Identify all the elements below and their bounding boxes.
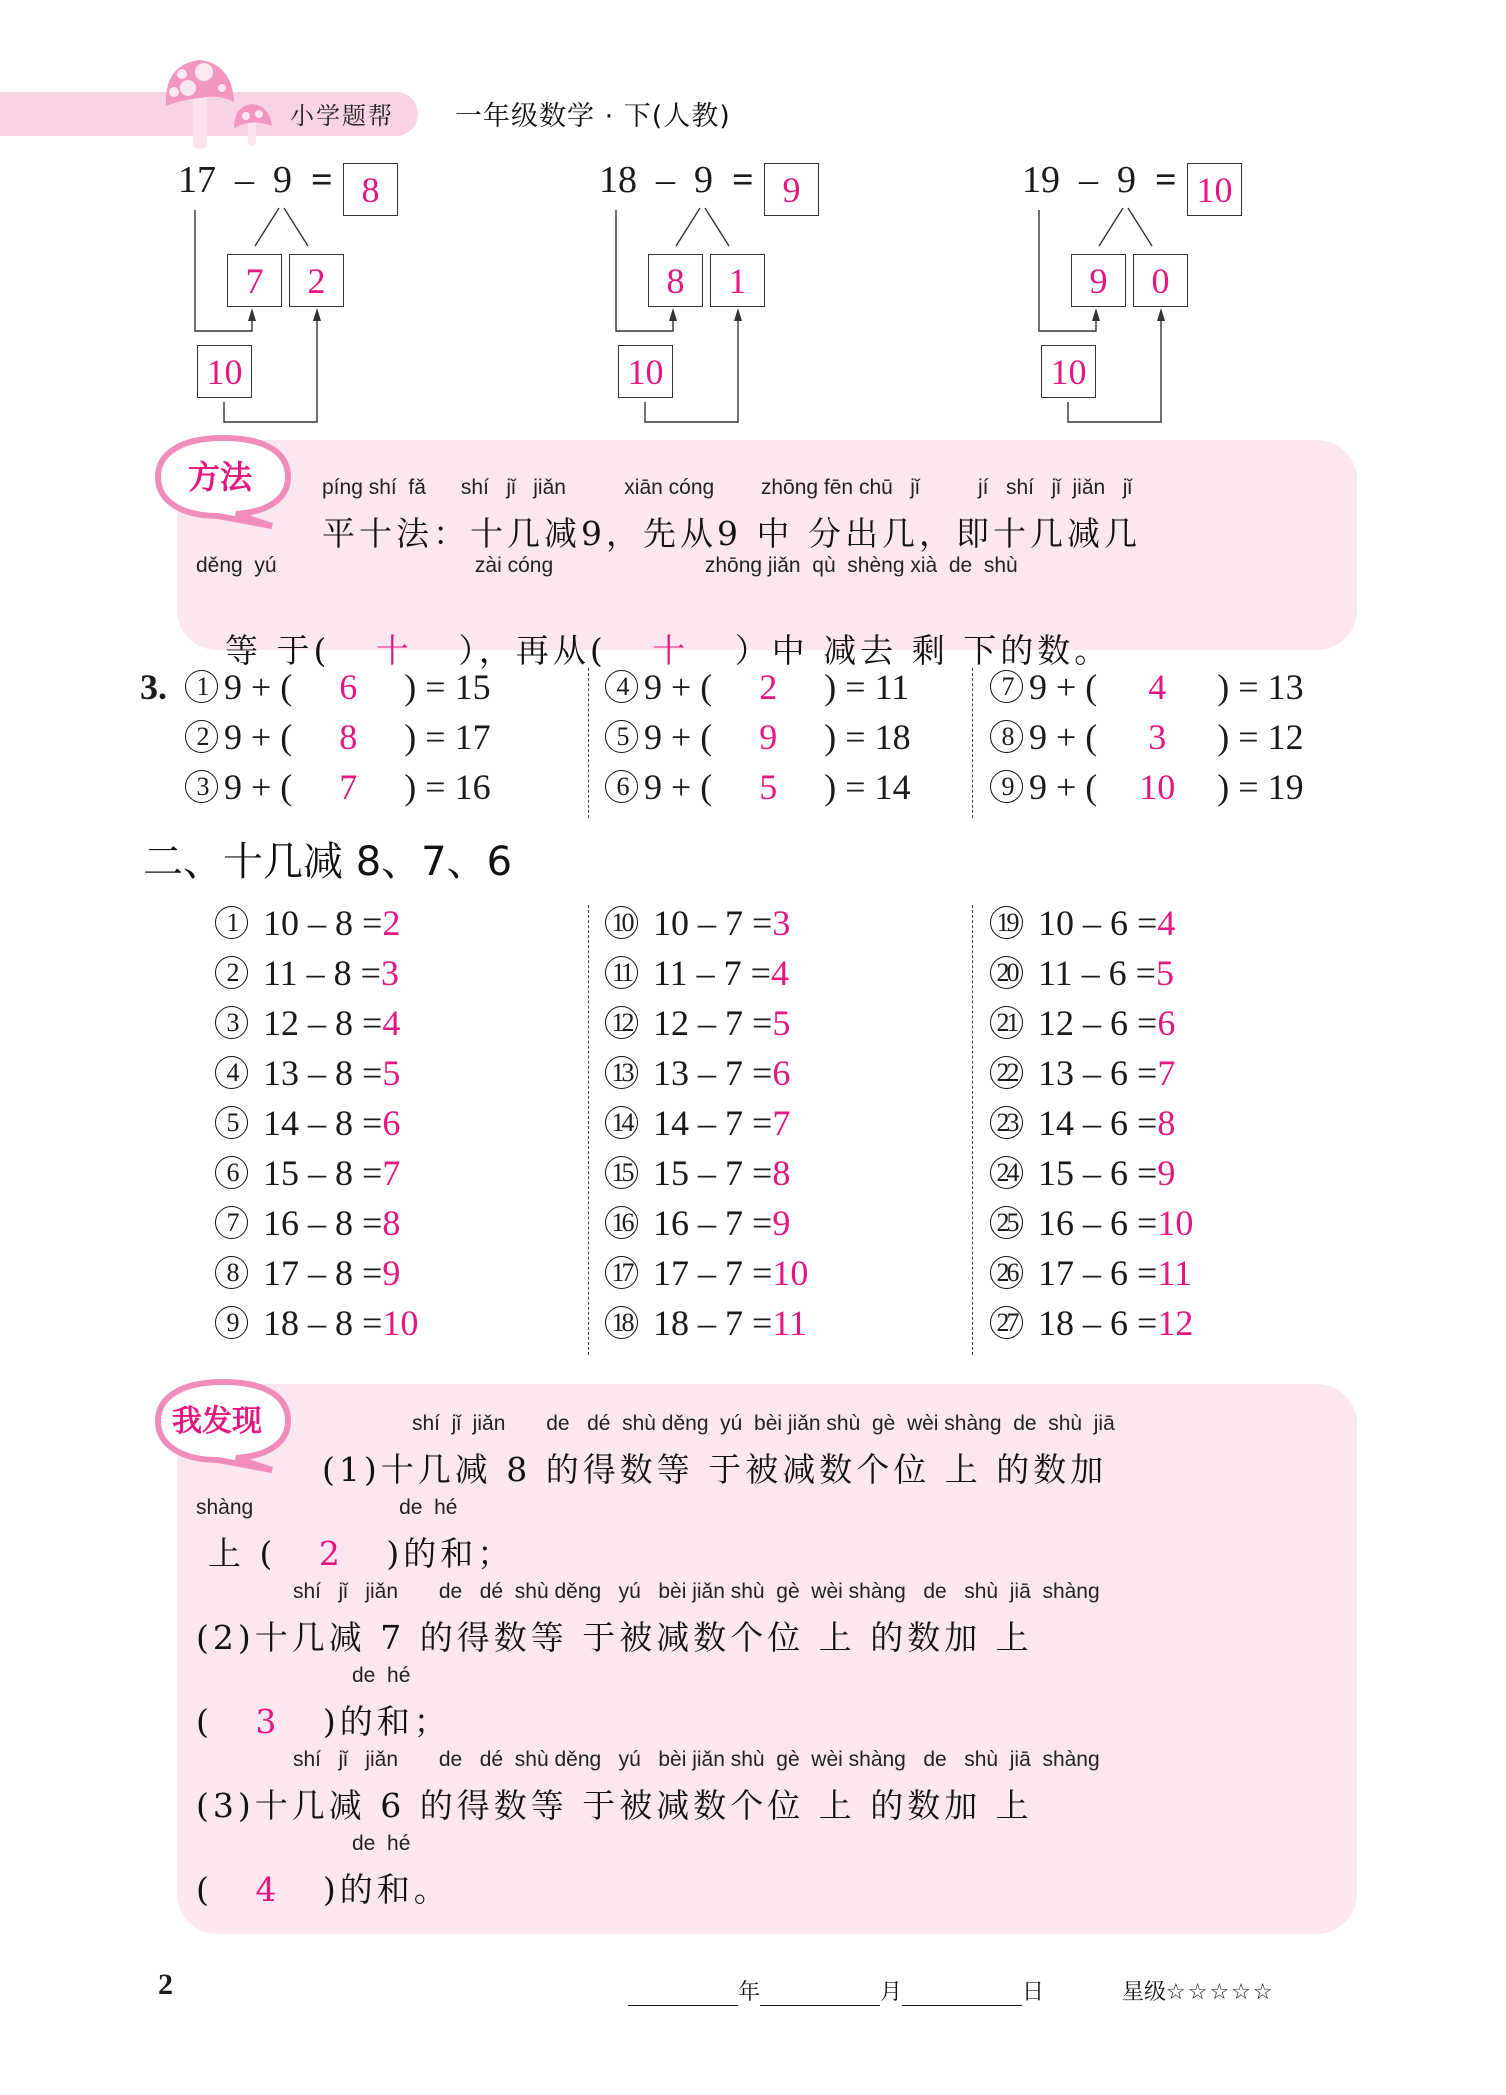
- divider: [588, 905, 589, 1355]
- discovery-pinyin-2: shí jǐ jiǎn de dé shù děng yú bèi jiǎn shù gè wèi shàng de shù jiā shàng: [293, 1580, 1100, 1603]
- item-number: 14: [605, 1106, 638, 1139]
- item-number: 5: [215, 1106, 248, 1139]
- method-answer-1: 十: [375, 631, 413, 670]
- answer[interactable]: 3: [772, 903, 791, 943]
- subtraction-item: 6 15 – 8 =7: [215, 1152, 400, 1194]
- divider: [972, 668, 973, 818]
- discovery-badge: 我发现: [172, 1404, 262, 1439]
- item-number: 18: [605, 1306, 638, 1339]
- answer[interactable]: 5: [772, 1003, 791, 1043]
- answer[interactable]: 6: [772, 1053, 791, 1093]
- star-icons[interactable]: ☆☆☆☆☆: [1166, 1980, 1275, 2005]
- item-number: 4: [605, 670, 638, 703]
- answer[interactable]: 9: [772, 1203, 791, 1243]
- discovery-answer-3: 4: [255, 1870, 281, 1909]
- subtraction-item: 24 15 – 6 =9: [990, 1152, 1175, 1194]
- subtraction-item: 17 17 – 7 =10: [605, 1252, 808, 1294]
- subtraction-item: 11 11 – 7 =4: [605, 952, 789, 994]
- item-number: 3: [185, 770, 218, 803]
- item-number: 1: [185, 670, 218, 703]
- item-number: 15: [605, 1156, 638, 1189]
- blank-answer[interactable]: 3: [1148, 717, 1167, 757]
- month-blank[interactable]: [760, 1983, 880, 2006]
- item-number: 5: [605, 720, 638, 753]
- item-number: 9: [215, 1306, 248, 1339]
- answer[interactable]: 4: [382, 1003, 401, 1043]
- subtraction-item: 19 10 – 6 =4: [990, 902, 1175, 944]
- subtraction-item: 1 10 – 8 =2: [215, 902, 400, 944]
- divider: [588, 668, 589, 818]
- discovery-text-3b: ( 4 )的和。: [196, 1870, 451, 1909]
- item-number: 4: [215, 1056, 248, 1089]
- blank-answer[interactable]: 5: [759, 767, 778, 807]
- answer[interactable]: 7: [772, 1103, 791, 1143]
- discovery-answer-2: 3: [255, 1702, 281, 1741]
- mushroom-logo-icon: [160, 56, 290, 151]
- subtraction-item: 4 13 – 8 =5: [215, 1052, 400, 1094]
- item-number: 27: [990, 1306, 1023, 1339]
- item-number: 12: [605, 1006, 638, 1039]
- fill-blank-item: 7 9 + ( 4 ) = 13: [990, 666, 1304, 708]
- answer[interactable]: 4: [770, 953, 789, 993]
- day-blank[interactable]: [902, 1983, 1022, 2006]
- star-rating: [1122, 1975, 1275, 2006]
- method-pinyin-2: děng yú zài cóng zhōng jiǎn qù shèng xià de shù: [196, 554, 1018, 577]
- item-number: 23: [990, 1106, 1023, 1139]
- month-label: 月: [880, 1980, 903, 2005]
- fill-blank-item: 8 9 + ( 3 ) = 12: [990, 716, 1304, 758]
- blank-answer[interactable]: 7: [339, 767, 358, 807]
- answer[interactable]: 5: [1155, 953, 1174, 993]
- split-box-right: 0: [1133, 254, 1188, 307]
- fill-blank-item: 6 9 + ( 5 ) = 14: [605, 766, 911, 808]
- subtraction-item: 10 10 – 7 =3: [605, 902, 790, 944]
- discovery-text-1b: 上 ( 2 )的和；: [208, 1534, 515, 1573]
- decomposition-diagram: [1004, 150, 1304, 440]
- section3-label: 3.: [140, 667, 167, 707]
- fill-blank-item: 4 9 + ( 2 ) = 11: [605, 666, 909, 708]
- item-number: 24: [990, 1156, 1023, 1189]
- discovery-answer-1: 2: [318, 1534, 344, 1573]
- subtraction-item: 27 18 – 6 =12: [990, 1302, 1193, 1344]
- split-box-left: 7: [227, 254, 282, 307]
- item-number: 11: [605, 956, 638, 989]
- subtraction-item: 14 14 – 7 =7: [605, 1102, 790, 1144]
- answer[interactable]: 7: [382, 1153, 401, 1193]
- equation: 19 – 9 =: [1022, 159, 1177, 201]
- method-badge: 方法: [188, 458, 253, 496]
- method-pinyin-1: píng shí fǎ shí jǐ jiǎn xiān cóng zhōng fēn chū jǐ jí shí jǐ jiǎn jǐ: [322, 476, 1133, 499]
- discovery-text-2: (2)十几减 7 的得数等 于被减数个位 上 的数加 上: [196, 1618, 1033, 1657]
- item-number: 10: [605, 906, 638, 939]
- blank-answer[interactable]: 2: [759, 667, 778, 707]
- discovery-pinyin-2b: de hé: [352, 1664, 411, 1687]
- discovery-pinyin-3b: de hé: [352, 1832, 411, 1855]
- year-label: 年: [738, 1980, 761, 2005]
- answer[interactable]: 6: [1157, 1003, 1176, 1043]
- fill-blank-item: 3 9 + ( 7 ) = 16: [185, 766, 491, 808]
- subtraction-item: 21 12 – 6 =6: [990, 1002, 1175, 1044]
- page-number: 2: [158, 1968, 173, 2001]
- discovery-text-2b: ( 3 )的和；: [196, 1702, 451, 1741]
- discovery-text-1: (1)十几减 8 的得数等 于被减数个位 上 的数加: [322, 1450, 1108, 1489]
- split-box-right: 2: [289, 254, 344, 307]
- split-box-left: 8: [648, 254, 703, 307]
- answer-box: 8: [343, 163, 398, 216]
- answer[interactable]: 4: [1157, 903, 1176, 943]
- item-number: 8: [990, 720, 1023, 753]
- answer[interactable]: 11: [772, 1303, 807, 1343]
- subtraction-item: 25 16 – 6 =10: [990, 1202, 1193, 1244]
- answer[interactable]: 7: [1157, 1053, 1176, 1093]
- blank-answer[interactable]: 4: [1148, 667, 1167, 707]
- day-label: 日: [1022, 1980, 1045, 2005]
- item-number: 17: [605, 1256, 638, 1289]
- fill-blank-item: 9 9 + ( 10 ) = 19: [990, 766, 1304, 808]
- answer-box: 10: [1187, 163, 1242, 216]
- item-number: 22: [990, 1056, 1023, 1089]
- answer[interactable]: 10: [382, 1303, 419, 1343]
- divider: [972, 905, 973, 1355]
- item-number: 6: [215, 1156, 248, 1189]
- method-text-2: 等 于( 十 ），再从( 十 ）中 减去 剩 下的数。: [196, 586, 1111, 672]
- fill-blank-item: 1 9 + ( 6 ) = 15: [185, 666, 491, 708]
- blank-answer[interactable]: 6: [339, 667, 358, 707]
- answer[interactable]: 11: [1157, 1253, 1192, 1293]
- answer[interactable]: 10: [1157, 1203, 1194, 1243]
- decomposition-diagram: [160, 150, 460, 440]
- answer[interactable]: 8: [1157, 1103, 1176, 1143]
- date-fields: [628, 1975, 1044, 2006]
- discovery-pinyin-1: shí jǐ jiǎn de dé shù děng yú bèi jiǎn shù gè wèi shàng de shù jiā: [412, 1412, 1115, 1435]
- item-number: 7: [990, 670, 1023, 703]
- item-number: 3: [215, 1006, 248, 1039]
- item-number: 7: [215, 1206, 248, 1239]
- item-number: 2: [185, 720, 218, 753]
- fill-blank-item: 2 9 + ( 8 ) = 17: [185, 716, 491, 758]
- item-number: 21: [990, 1006, 1023, 1039]
- item-number: 19: [990, 906, 1023, 939]
- discovery-pinyin-3: shí jǐ jiǎn de dé shù děng yú bèi jiǎn shù gè wèi shàng de shù jiā shàng: [293, 1748, 1100, 1771]
- equation: 18 – 9 =: [599, 159, 754, 201]
- subtraction-item: 23 14 – 6 =8: [990, 1102, 1175, 1144]
- blank-answer[interactable]: 8: [339, 717, 358, 757]
- answer[interactable]: 9: [382, 1253, 401, 1293]
- answer[interactable]: 2: [382, 903, 401, 943]
- item-number: 6: [605, 770, 638, 803]
- subtraction-item: 20 11 – 6 =5: [990, 952, 1174, 994]
- item-number: 9: [990, 770, 1023, 803]
- item-number: 20: [990, 956, 1023, 989]
- subtraction-item: 26 17 – 6 =11: [990, 1252, 1192, 1294]
- rating-label: 星级: [1122, 1980, 1167, 2005]
- answer[interactable]: 3: [380, 953, 399, 993]
- split-box-right: 1: [710, 254, 765, 307]
- subtraction-item: 5 14 – 8 =6: [215, 1102, 400, 1144]
- subtraction-item: 18 18 – 7 =11: [605, 1302, 807, 1344]
- item-number: 8: [215, 1256, 248, 1289]
- ten-box: 10: [1041, 345, 1096, 398]
- item-number: 16: [605, 1206, 638, 1239]
- answer[interactable]: 9: [1157, 1153, 1176, 1193]
- ten-box: 10: [618, 345, 673, 398]
- subtraction-item: 7 16 – 8 =8: [215, 1202, 400, 1244]
- answer[interactable]: 10: [772, 1253, 809, 1293]
- answer[interactable]: 5: [382, 1053, 401, 1093]
- subtraction-item: 3 12 – 8 =4: [215, 1002, 400, 1044]
- item-number: 25: [990, 1206, 1023, 1239]
- decomposition-diagram: [581, 150, 881, 440]
- subtraction-item: 2 11 – 8 =3: [215, 952, 399, 994]
- subtraction-item: 15 15 – 7 =8: [605, 1152, 790, 1194]
- answer[interactable]: 8: [772, 1153, 791, 1193]
- discovery-text-3: (3)十几减 6 的得数等 于被减数个位 上 的数加 上: [196, 1786, 1033, 1825]
- method-text-1: 平十法：十几减9，先从9 中 分出几，即十几减几: [322, 514, 1141, 553]
- discovery-pinyin-1b: shàng de hé: [196, 1496, 458, 1519]
- equation: 17 – 9 =: [178, 159, 333, 201]
- section2-title: 二、十几减 8、7、6: [143, 839, 513, 885]
- item-number: 2: [215, 956, 248, 989]
- blank-answer[interactable]: 10: [1139, 767, 1176, 807]
- answer[interactable]: 12: [1157, 1303, 1194, 1343]
- method-answer-2: 十: [652, 631, 690, 670]
- brand-name: 小学题帮: [290, 102, 394, 130]
- subtraction-item: 16 16 – 7 =9: [605, 1202, 790, 1244]
- book-title: 一年级数学 · 下(人教): [455, 101, 731, 132]
- blank-answer[interactable]: 9: [759, 717, 778, 757]
- subtraction-item: 12 12 – 7 =5: [605, 1002, 790, 1044]
- subtraction-item: 22 13 – 6 =7: [990, 1052, 1175, 1094]
- subtraction-item: 8 17 – 8 =9: [215, 1252, 400, 1294]
- answer-box: 9: [764, 163, 819, 216]
- item-number: 1: [215, 906, 248, 939]
- split-box-left: 9: [1071, 254, 1126, 307]
- year-blank[interactable]: [628, 1983, 738, 2006]
- fill-blank-item: 5 9 + ( 9 ) = 18: [605, 716, 911, 758]
- subtraction-item: 9 18 – 8 =10: [215, 1302, 418, 1344]
- answer[interactable]: 6: [382, 1103, 401, 1143]
- answer[interactable]: 8: [382, 1203, 401, 1243]
- item-number: 13: [605, 1056, 638, 1089]
- item-number: 26: [990, 1256, 1023, 1289]
- subtraction-item: 13 13 – 7 =6: [605, 1052, 790, 1094]
- ten-box: 10: [197, 345, 252, 398]
